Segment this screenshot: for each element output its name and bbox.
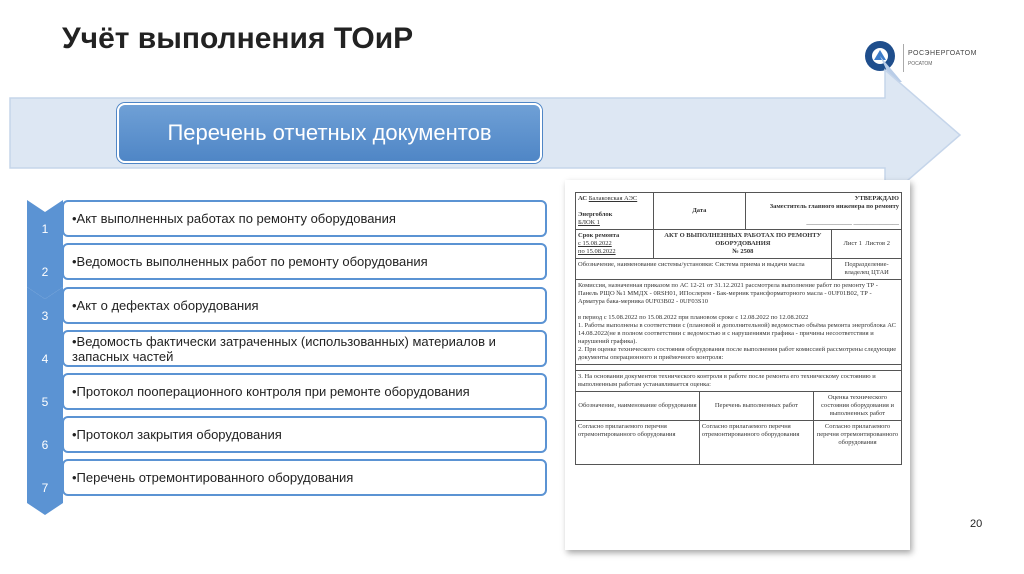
document-item-label: •Протокол закрытия оборудования xyxy=(72,427,282,442)
document-item-box xyxy=(62,373,547,410)
document-list-item xyxy=(27,416,549,459)
document-text: Согласно прилагаемого перечня отремонтированного оборудования xyxy=(576,421,700,465)
step-number: 1 xyxy=(41,222,49,236)
document-text: Согласно прилагаемого перечня отремонтированного оборудования xyxy=(699,421,813,465)
document-text xyxy=(832,230,902,259)
document-item-label: •Акт о дефектах оборудования xyxy=(72,298,259,313)
document-item-label: •Акт выполненных работах по ремонту оборудования xyxy=(72,211,396,226)
document-list-item xyxy=(27,459,549,502)
document-item-box xyxy=(62,243,547,280)
logo-line2: РОСАТОМ xyxy=(908,61,933,67)
document-text: УТВЕРЖДАЮ xyxy=(854,195,899,202)
document-item-label: •Перечень отремонтированного оборудования xyxy=(72,470,354,485)
step-number: 7 xyxy=(41,481,49,495)
document-text: Дата xyxy=(654,193,745,230)
document-text: Перечень выполненных работ xyxy=(699,392,813,421)
document-item-label: •Протокол пооперационного контроля при ремонте оборудования xyxy=(72,384,470,399)
document-text: с 15.08.2022 xyxy=(578,240,612,247)
document-text xyxy=(576,230,654,259)
document-item-label: •Ведомость фактически затраченных (использованных) материалов и запасных частей xyxy=(72,333,496,364)
step-number: 6 xyxy=(41,438,49,452)
document-text: Энергоблок xyxy=(578,211,613,218)
document-list-item xyxy=(27,200,549,243)
document-text: № 2508 xyxy=(732,248,754,255)
document-text: Листов 2 xyxy=(865,240,890,247)
document-text: Согласно прилагаемого перечня отремонтированного оборудования xyxy=(813,421,901,465)
document-text: Комиссия, назначенная приказом по АС 12-21 от 31.12.2021 рассмотрела выполнение работ по ремонту ТР - Панель РЩО №1 ММДХ - 0RSH01, ИПослерем - Бак-мерник трансформаторного масла - 0UF01B02, ТР - Арматура бака-мерника 0UF03B02 - 0UF03S10 xyxy=(578,282,878,305)
document-item-box xyxy=(62,287,547,324)
document-text: АКТ О ВЫПОЛНЕННЫХ РАБОТАХ ПО РЕМОНТУ ОБОРУДОВАНИЯ xyxy=(664,232,822,247)
document-text: Обозначение, наименование системы/установки: Система приема и выдачи масла xyxy=(576,259,832,280)
document-list-item xyxy=(27,287,549,330)
document-item-box xyxy=(62,200,547,237)
document-list-item xyxy=(27,330,549,373)
page-number: 20 xyxy=(970,518,983,530)
document-text xyxy=(576,193,654,230)
documents-list-header: Перечень отчетных документов xyxy=(117,103,542,163)
document-text: в период с 15.08.2022 по 15.08.2022 при плановом сроке с 12.08.2022 по 12.08.2022 xyxy=(578,314,809,321)
document-text: 1. Работы выполнены в соответствии с (плановой и дополнительной) ведомостью объёма ремонта энергоблока АС 14.08.2022(не в полном соответствии с ведомостью и с нарушениями графика - причины несоответствия и нарушений графика). xyxy=(578,322,896,345)
document-text: Подразделение-владелец ЦТАИ xyxy=(832,259,902,280)
document-item-label: •Ведомость выполненных работ по ремонту оборудования xyxy=(72,254,428,269)
document-text: УТВЕРЖДАЮ Заместитель главного инженера по ремонту ______________ ______________ xyxy=(745,193,902,230)
document-text: Обозначение, наименование оборудования xyxy=(576,392,700,421)
document-text: БЛОК 1 xyxy=(578,219,600,226)
document-text: 3. На основании документов технического контроля в работе после ремонта его техническому состоянию и выполненным работам устанавливается оценка: xyxy=(576,371,902,392)
document-text: Срок ремонта xyxy=(578,232,620,239)
document-text: по 15.08.2022 xyxy=(578,248,616,255)
document-text xyxy=(576,280,902,365)
slide-title: Учёт выполнения ТОиР xyxy=(62,22,414,55)
document-text: Балаковская АЭС xyxy=(588,195,638,202)
document-item-box xyxy=(62,330,547,367)
step-number: 5 xyxy=(41,395,49,409)
document-text: Лист 1 xyxy=(843,240,862,247)
document-text: АС xyxy=(578,195,588,202)
step-number: 2 xyxy=(41,265,49,279)
document-list-item xyxy=(27,243,549,286)
document-text: 2. При оценке технического состояния оборудования после выполнения работ комиссией рассмотрены следующие документы операционного и приёмочного контроля: xyxy=(578,346,897,361)
step-number: 3 xyxy=(41,309,49,323)
document-text: Оценка технического состояния оборудования и выполненных работ xyxy=(813,392,901,421)
document-preview xyxy=(565,180,910,550)
document-list-item xyxy=(27,373,549,416)
document-item-box xyxy=(62,416,547,453)
logo-line1: РОСЭНЕРГОАТОМ xyxy=(908,50,977,57)
document-item-box xyxy=(62,459,547,496)
document-text xyxy=(654,230,832,259)
document-text: Заместитель главного инженера по ремонту xyxy=(769,203,899,210)
step-number: 4 xyxy=(41,352,49,366)
